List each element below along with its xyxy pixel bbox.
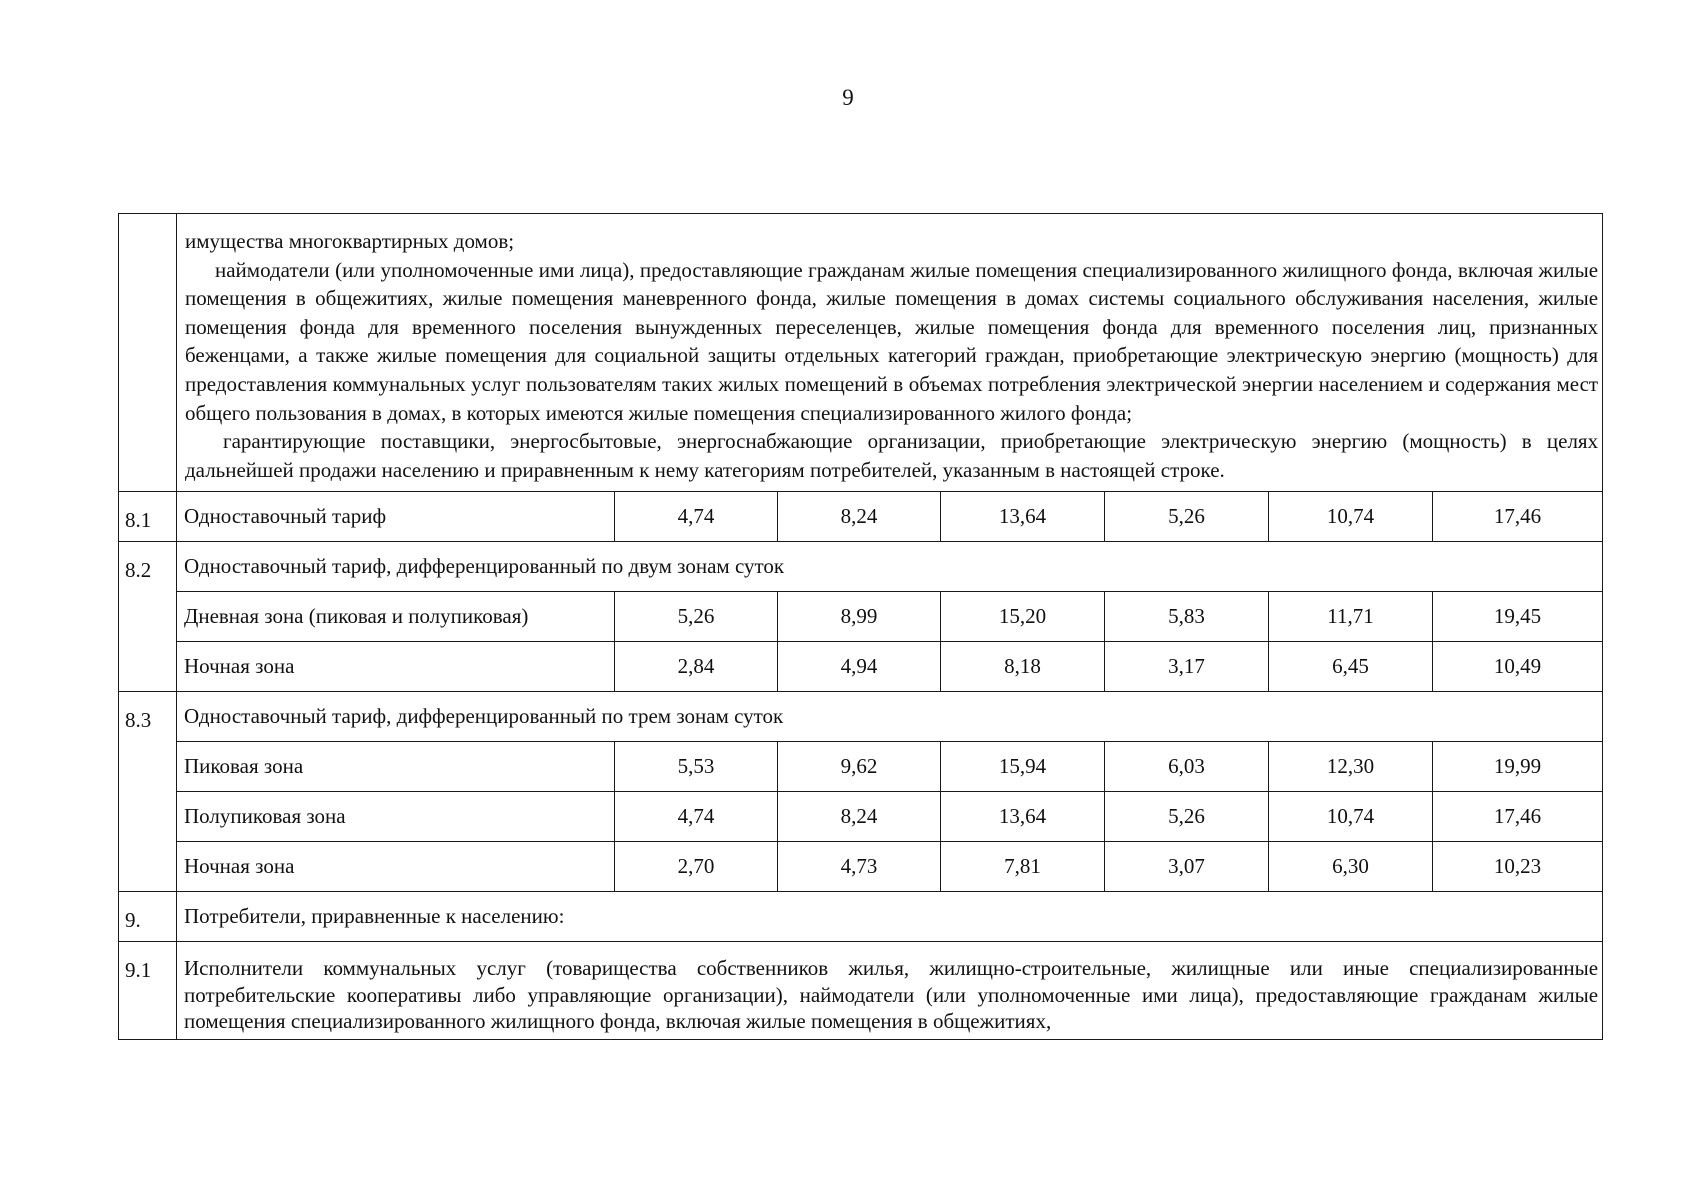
tariff-value: 5,53 [615, 742, 778, 792]
tariff-value: 6,45 [1269, 642, 1433, 692]
tariff-value: 8,24 [778, 492, 941, 542]
tariff-value: 17,46 [1433, 792, 1603, 842]
tariff-value: 10,49 [1433, 642, 1603, 692]
tariff-value: 4,94 [778, 642, 941, 692]
tariff-value: 12,30 [1269, 742, 1433, 792]
tariff-value: 4,74 [615, 792, 778, 842]
intro-line: имущества многоквартирных домов; [185, 229, 515, 253]
intro-row [119, 214, 1603, 492]
row-number-empty [119, 214, 177, 492]
table-row-8-3-half-peak [119, 792, 1603, 842]
tariff-value: 2,84 [615, 642, 778, 692]
tariff-value: 3,17 [1105, 642, 1269, 692]
page-number: 9 [842, 85, 855, 110]
intro-cell [177, 214, 1603, 492]
table-row-8-3-night [119, 842, 1603, 892]
tariff-value: 10,74 [1269, 792, 1433, 842]
tariff-value: 8,99 [778, 592, 941, 642]
row-label: Дневная зона (пиковая и полупиковая) [177, 592, 615, 642]
tariff-value: 5,26 [615, 592, 778, 642]
tariff-value: 6,03 [1105, 742, 1269, 792]
tariff-value: 15,20 [941, 592, 1105, 642]
table-row-9-1 [119, 942, 1603, 1040]
tariff-value: 13,64 [941, 492, 1105, 542]
tariff-value: 10,23 [1433, 842, 1603, 892]
table-row-8-2-heading [119, 542, 1603, 592]
tariff-value: 3,07 [1105, 842, 1269, 892]
row-number: 8.2 [119, 542, 177, 692]
tariff-value: 10,74 [1269, 492, 1433, 542]
table-row-8-2-day [119, 592, 1603, 642]
table-row-8-1 [119, 492, 1603, 542]
row-number: 9. [119, 892, 177, 942]
tariff-table [118, 213, 1603, 1040]
row-label: Полупиковая зона [177, 792, 615, 842]
row-number: 8.1 [119, 492, 177, 542]
table-row-8-3-peak [119, 742, 1603, 792]
tariff-value: 11,71 [1269, 592, 1433, 642]
row-heading: Одноставочный тариф, дифференцированный по двум зонам суток [177, 542, 1603, 592]
tariff-value: 19,45 [1433, 592, 1603, 642]
intro-paragraph-suppliers: гарантирующие поставщики, энергосбытовые, энергоснабжающие организации, приобретающие электрическую энергию (мощность) в целях дальнейшей продажи населению и приравненным к нему категориям потребителей, указанным в настоящей строке. [185, 429, 1599, 482]
row-label: Ночная зона [177, 642, 615, 692]
row-text: Исполнители коммунальных услуг (товарищества собственников жилья, жилищно-строительные, жилищные или иные специализированные потребительские кооперативы либо управляющие организации), наймодатели (или уполномоченные ими лица), предоставляющие гражданам жилые помещения специализированного жилищного фонда, включая жилые помещения в общежитиях, [177, 942, 1603, 1040]
tariff-value: 15,94 [941, 742, 1105, 792]
tariff-value: 7,81 [941, 842, 1105, 892]
tariff-value: 8,18 [941, 642, 1105, 692]
row-label: Одноставочный тариф [177, 492, 615, 542]
tariff-value: 8,24 [778, 792, 941, 842]
tariff-value: 6,30 [1269, 842, 1433, 892]
row-label: Пиковая зона [177, 742, 615, 792]
tariff-value: 5,26 [1105, 792, 1269, 842]
intro-paragraph-landlords: наймодатели (или уполномоченные ими лица), предоставляющие гражданам жилые помещения специализированного жилищного фонда, включая жилые помещения в общежитиях, жилые помещения маневренного фонда, жилые помещения в домах системы социального обслуживания населения, жилые помещения фонда для временного поселения вынужденных переселенцев, жилые помещения фонда для временного поселения лиц, признанных беженцами, а также жилые помещения для социальной защиты отдельных категорий граждан, приобретающие электрическую энергию (мощность) для предоставления коммунальных услуг пользователям таких жилых помещений в объемах потребления электрической энергии населением и содержания мест общего пользования в домах, в которых имеются жилые помещения специализированного жилого фонда; [185, 257, 1599, 425]
tariff-value: 9,62 [778, 742, 941, 792]
table-row-8-3-heading [119, 692, 1603, 742]
row-heading: Потребители, приравненные к населению: [177, 892, 1603, 942]
row-number: 9.1 [119, 942, 177, 1040]
table-row-9-heading [119, 892, 1603, 942]
tariff-value: 5,83 [1105, 592, 1269, 642]
row-number: 8.3 [119, 692, 177, 892]
row-heading: Одноставочный тариф, дифференцированный по трем зонам суток [177, 692, 1603, 742]
tariff-value: 5,26 [1105, 492, 1269, 542]
row-label: Ночная зона [177, 842, 615, 892]
tariff-value: 4,74 [615, 492, 778, 542]
tariff-value: 4,73 [778, 842, 941, 892]
tariff-value: 13,64 [941, 792, 1105, 842]
table-row-8-2-night [119, 642, 1603, 692]
tariff-value: 19,99 [1433, 742, 1603, 792]
tariff-value: 17,46 [1433, 492, 1603, 542]
tariff-value: 2,70 [615, 842, 778, 892]
